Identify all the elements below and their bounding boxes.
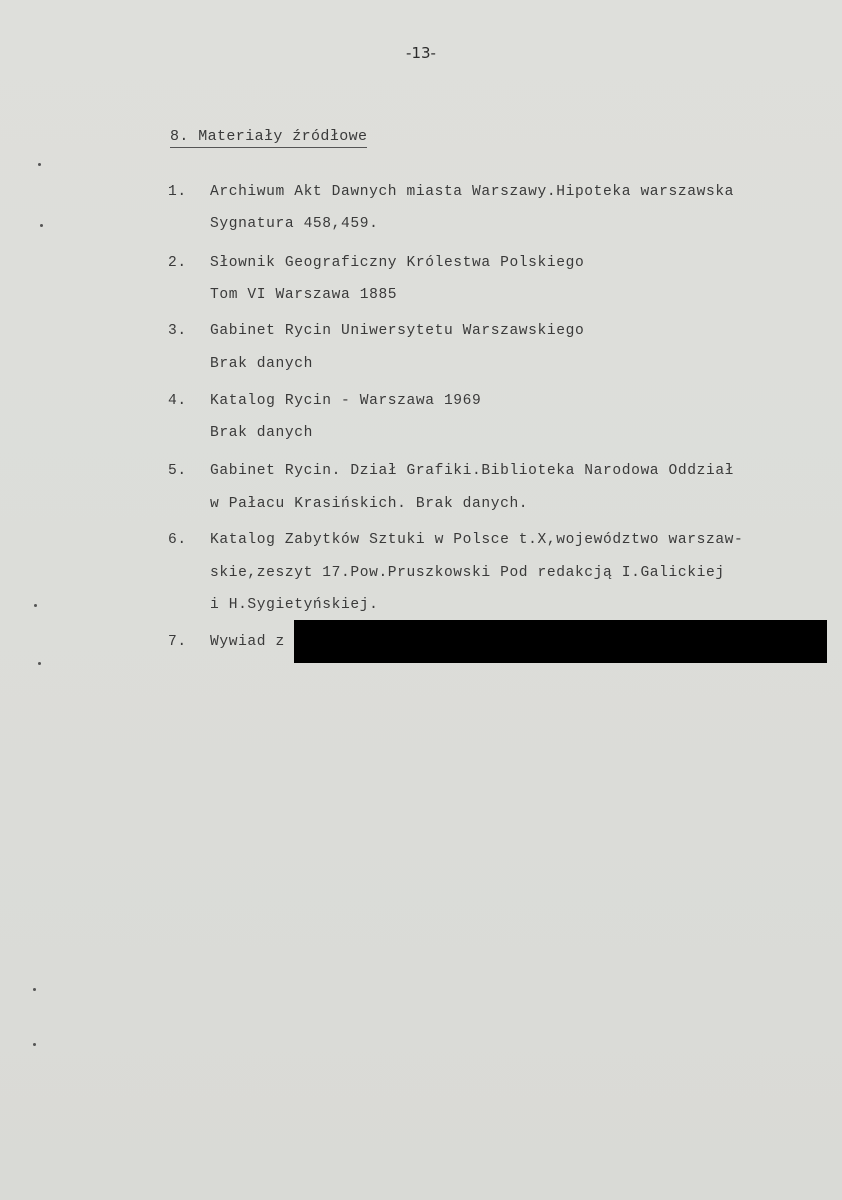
redaction-bar xyxy=(294,620,827,663)
source-number: 2. xyxy=(168,255,187,271)
source-line: Archiwum Akt Dawnych miasta Warszawy.Hipoteka warszawska xyxy=(210,184,735,200)
source-number: 1. xyxy=(168,184,187,200)
source-line: Brak danych xyxy=(210,425,313,441)
source-number: 4. xyxy=(168,393,187,409)
source-number: 6. xyxy=(168,532,187,548)
source-line: i H.Sygietyńskiej. xyxy=(210,597,379,613)
source-line: skie,zeszyt 17.Pow.Pruszkowski Pod redakcją I.Galickiej xyxy=(210,565,725,581)
source-number: 5. xyxy=(168,463,187,479)
margin-mark xyxy=(38,163,41,166)
source-line: Gabinet Rycin Uniwersytetu Warszawskiego xyxy=(210,323,585,339)
source-line: w Pałacu Krasińskich. Brak danych. xyxy=(210,496,529,512)
margin-mark xyxy=(40,224,43,227)
page-number: -13- xyxy=(406,44,436,62)
source-number: 7. xyxy=(168,634,187,650)
margin-mark xyxy=(34,604,37,607)
source-line: Katalog Zabytków Sztuki w Polsce t.X,województwo warszaw- xyxy=(210,532,744,548)
source-line: Wywiad z xyxy=(210,634,285,650)
section-heading-text: 8. Materiały źródłowe xyxy=(170,128,367,148)
margin-mark xyxy=(38,662,41,665)
source-line: Sygnatura 458,459. xyxy=(210,216,379,232)
source-line: Tom VI Warszawa 1885 xyxy=(210,287,398,303)
source-number: 3. xyxy=(168,323,187,339)
margin-mark xyxy=(33,1043,36,1046)
source-line: Słownik Geograficzny Królestwa Polskiego xyxy=(210,255,585,271)
source-line: Gabinet Rycin. Dział Grafiki.Biblioteka Narodowa Oddział xyxy=(210,463,735,479)
source-line: Brak danych xyxy=(210,356,313,372)
section-heading xyxy=(170,128,367,145)
source-line: Katalog Rycin - Warszawa 1969 xyxy=(210,393,482,409)
margin-mark xyxy=(33,988,36,991)
